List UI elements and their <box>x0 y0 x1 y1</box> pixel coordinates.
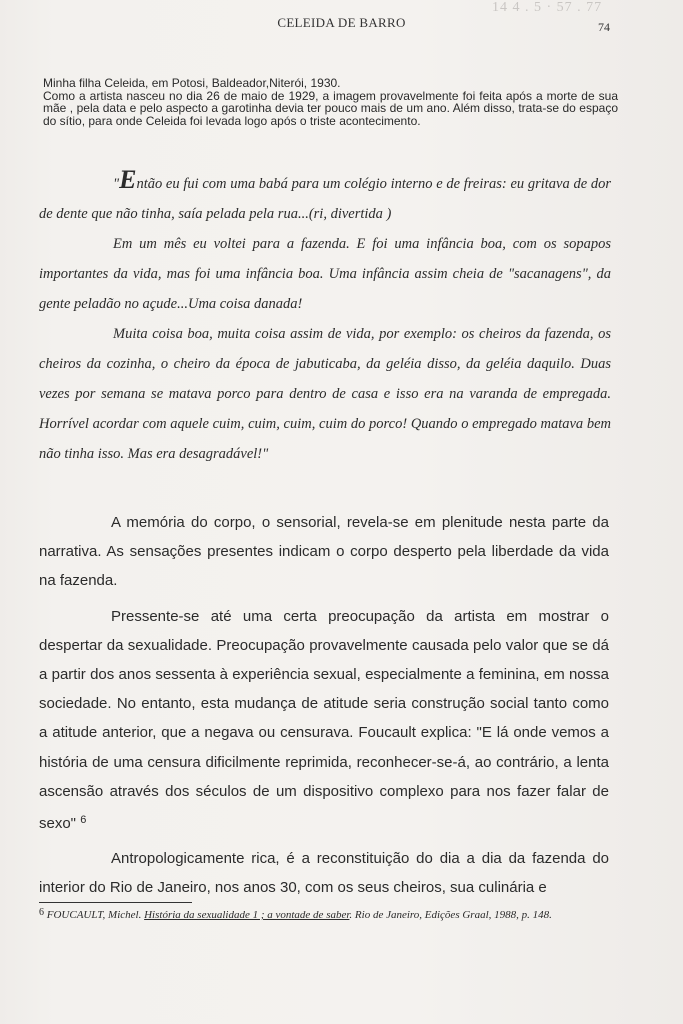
footnote-publication: . Rio de Janeiro, Edições Graal, 1988, p. 148. <box>349 909 552 921</box>
footnote <box>39 906 611 922</box>
quote-paragraph-text: ntão eu fui com uma babá para um colégio interno e de freiras: eu gritava de dor de dente que não tinha, saía pelada pela rua...(ri, divertida ) <box>39 176 611 222</box>
quote-open-mark: " <box>113 176 120 192</box>
interview-quote <box>39 165 611 469</box>
body-paragraph: A memória do corpo, o sensorial, revela-se em plenitude nesta parte da narrativa. As sensações presentes indicam o corpo desperto pela liberdade da vida na fazenda. <box>39 514 609 590</box>
footnote-number: 6 <box>39 907 44 918</box>
body-paragraph-text: Pressente-se até uma certa preocupação da artista em mostrar o despertar da sexualidade. Preocupação provavelmente causada pelo valor que se dá a partir dos anos sessenta à experiência sexual, especialmente a feminina, em nossa sociedade. No entanto, esta mudança de atitude seria construção social tanto como a atitude anterior, que a negava ou censurava. Foucault explica: "E lá onde vemos a história de uma censura dificilmente reprimida, reconhecer-se-á, ao contrário, a lenta ascensão através dos séculos de um dispositivo complexo para nos fazer falar de sexo" <box>39 607 609 833</box>
body-paragraph: Antropologicamente rica, é a reconstituição do dia a dia da fazenda do interior do Rio de Janeiro, nos anos 30, com os seus cheiros, sua culinária e <box>39 850 609 897</box>
quote-drop-letter: E <box>119 165 137 194</box>
quote-paragraph <box>39 165 611 229</box>
quote-paragraph: Em um mês eu voltei para a fazenda. E foi uma infância boa, com os sopapos importantes da vida, mas foi uma infância boa. Uma infância assim cheia de "sacanagens", da gente peladão no açude...Uma coisa danada! <box>39 236 611 312</box>
footnote-author: FOUCAULT, Michel. <box>46 909 142 921</box>
caption-description: Como a artista nasceu no dia 26 de maio de 1929, a imagem provavelmente foi feita após a morte de sua mãe , pela data e pelo aspecto a garotinha devia ter pouco mais de um ano. Além disso, trata-se do espaço do sítio, para onde Celeida foi levada logo após o triste acontecimento. <box>43 88 618 128</box>
body-text <box>39 508 609 909</box>
page-number: 74 <box>598 20 610 34</box>
footnote-title: História da sexualidade 1 ; a vontade de saber <box>144 909 350 921</box>
pencil-annotation: 14 4 . 5 · 57 . 77 <box>492 0 603 15</box>
quote-paragraph: Muita coisa boa, muita coisa assim de vida, por exemplo: os cheiros da fazenda, os cheiros da cozinha, o cheiro da época de jabuticaba, da geléia disso, da geléia daquilo. Duas vezes por semana se matava porco para dentro de casa e isso era na varanda de empregada. Horrível acordar com aquele cuim, cuim, cuim, cuim do porco! Quando o empregado matava bem não tinha isso. Mas era desagradável!" <box>39 326 611 462</box>
body-paragraph <box>39 602 609 839</box>
footnote-divider <box>39 902 192 903</box>
running-header: CELEIDA DE BARRO <box>277 15 406 30</box>
photo-caption <box>43 77 618 127</box>
footnote-reference[interactable]: 6 <box>80 814 87 827</box>
caption-title: Minha filha Celeida, em Potosi, Baldeador,Niterói, 1930. <box>43 76 341 90</box>
